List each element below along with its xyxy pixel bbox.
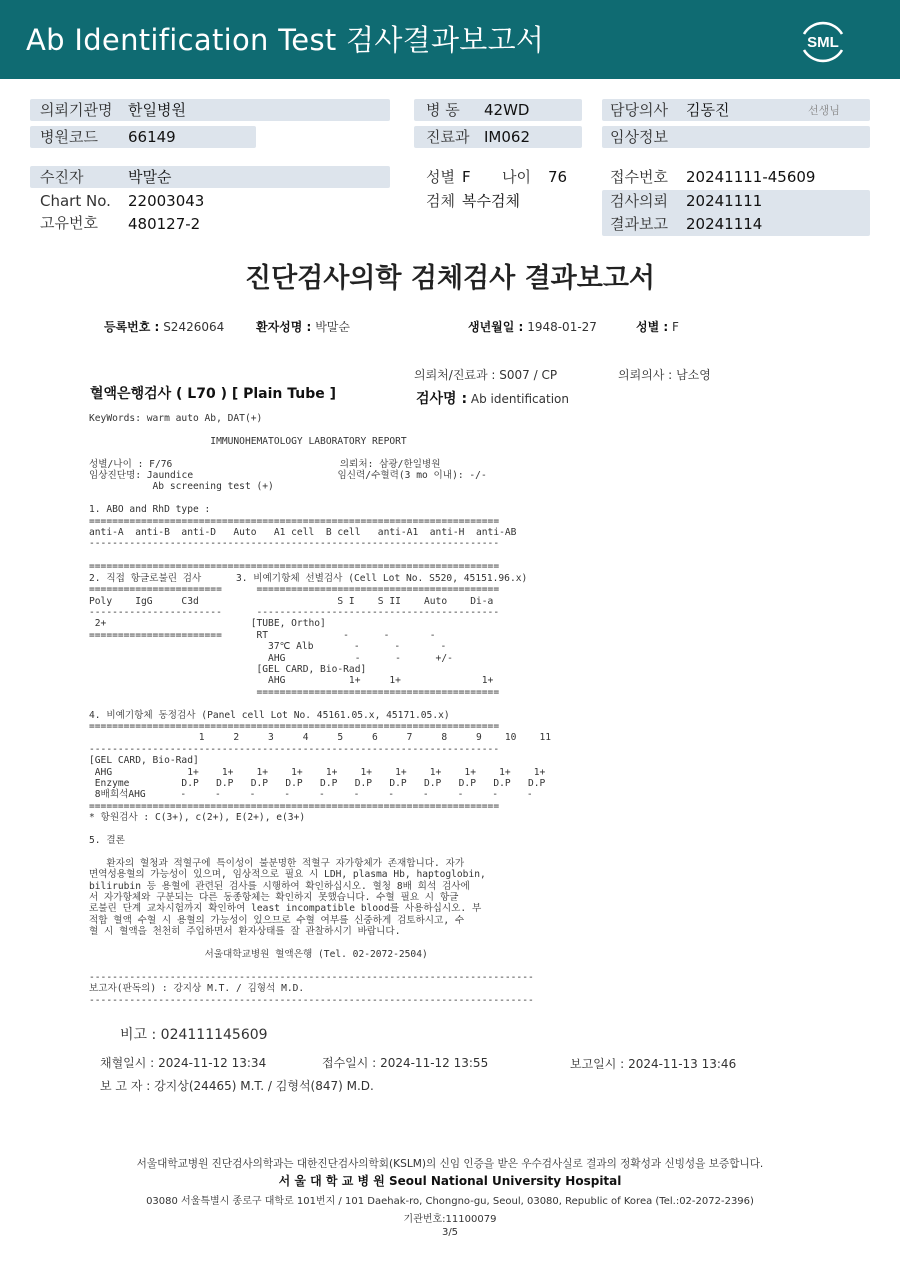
institution-label: 의뢰기관명 [40, 101, 113, 119]
referral-value: S007 / CP [499, 368, 558, 382]
sex-value: F [462, 168, 471, 186]
report-sex-line [636, 318, 679, 335]
sex-label: 성별 [426, 168, 455, 186]
collect-line [100, 1054, 266, 1071]
test-name-value: Ab identification [470, 392, 569, 406]
result-label: 결과보고 [610, 215, 668, 233]
ward-value: 42WD [484, 101, 530, 119]
dept-label: 진료과 [426, 128, 470, 146]
dept-value: IM062 [484, 128, 530, 146]
request-value: 20241111 [686, 192, 763, 210]
result-value: 20241114 [686, 215, 763, 233]
remark-line [120, 1024, 268, 1044]
hospital-code-value: 66149 [128, 128, 176, 146]
test-section-title: 혈액은행검사 ( L70 ) [ Plain Tube ] [90, 386, 337, 402]
report-sex-label: 성별 : [636, 320, 669, 334]
referral-doctor-label: 의뢰의사 : [618, 368, 673, 382]
dob-line [468, 318, 597, 335]
report-time-label: 보고일시 : [570, 1057, 625, 1071]
institution-number: 기관번호:11100079 [403, 1214, 497, 1225]
sml-logo-icon [796, 14, 850, 68]
certification-text: 서울대학교병원 진단검사의학과는 대한진단검사의학회(KSLM)의 신임 인증을 받은 우수검사실로 결과의 정확성과 신빙성을 보증합니다. [136, 1158, 764, 1170]
reporter-value: 강지상(24465) M.T. / 김형석(847) M.D. [154, 1079, 374, 1093]
chart-value: 22003043 [128, 192, 205, 210]
patient-name-label: 환자성명 : [256, 320, 312, 334]
lab-report-text: KeyWords: warm auto Ab, DAT(+) IMMUNOHEMATOLOGY LABORATORY REPORT 성별/나이 : F/76 의뢰처: 삼광/한일병원 임상진단명: Jaundice 임신력/수혈력(3 mo 이내): -/- Ab screening test (+) 1. ABO and RhD type : ======================================================================= anti-A anti-B anti-D Auto A1 cell B cell anti-A1 anti-H anti-AB ----------------------------------------------------------------------- ======================================================================= 2. 직접 항글로불린 검사 3. 비예기항체 선별검사 (Cell Lot No. S520, 45151.96.x) ======================= ========================================== Poly IgG C3d S I S II Auto Di-a ----------------------- ------------------------------------------ 2+ [TUBE, Ortho] ======================= RT - - - 37℃ Alb - - - AHG - - +/- [GEL CARD, Bio-Rad] AHG 1+ 1+ 1+ ========================================== 4. 비예기항체 동정검사 (Panel cell Lot No. 45161.05.x, 45171.05.x) ======================================================================= 1 2 3 4 5 6 7 8 9 10 11 ----------------------------------------------------------------------- [GEL CARD, Bio-Rad] AHG 1+ 1+ 1+ 1+ 1+ 1+ 1+ 1+ 1+ 1+ 1+ Enzyme D.P D.P D.P D.P D.P D.P D.P D.P D.P D.P D.P 8배희석AHG - - - - - - - - - - - ======================================================================= * 항원검사 : C(3+), c(2+), E(2+), e(3+) 5. 결론 환자의 혈청과 적혈구에 특이성이 불분명한 적혈구 자가항체가 존재합니다. 자가 면역성용혈의 가능성이 있으며, 임상적으로 필요 시 LDH, plasma Hb, haptoglobin, bilirubin 등 용혈에 관련된 검사를 시행하여 확인하십시오. 혈청 8배 희석 검사에 서 자가항체와 구분되는 다른 동종항체는 확인하지 못했습니다. 수혈 필요 시 항글 로불린 단계 교차시험까지 확인하여 least incompatible blood를 사용하십시오. 부 적합 혈액 수혈 시 용혈의 가능성이 있으므로 수혈 여부를 신중하게 검토하시고, 수 혈 시 혈액을 천천히 주입하면서 환자상태를 잘 관찰하시기 바랍니다. 서울대학교병원 혈액은행 (Tel. 02-2072-2504) ----------------------------------------------------------------------------- 보고자(판독의) : 강지상 M.T. / 김형석 M.D. ----------------------------------------------------------------------------- [89, 413, 552, 1006]
info-bar [30, 166, 390, 188]
specimen-value: 복수검체 [462, 192, 520, 210]
remark-value: 024111145609 [160, 1027, 268, 1043]
collect-label: 채혈일시 : [100, 1056, 155, 1070]
referral-doctor-value: 남소영 [676, 368, 711, 382]
patient-name-line [256, 318, 350, 335]
patient-label: 수진자 [40, 168, 84, 186]
report-time-value: 2024-11-13 13:46 [628, 1057, 737, 1071]
report-title: 진단검사의학 검체검사 결과보고서 [244, 263, 656, 294]
request-label: 검사의뢰 [610, 192, 668, 210]
unique-value: 480127-2 [128, 215, 201, 233]
patient-name-value: 박말순 [315, 320, 350, 334]
receipt-label: 접수번호 [610, 168, 668, 186]
accept-value: 2024-11-12 13:55 [380, 1056, 489, 1070]
registration-value: S2426064 [163, 320, 225, 334]
registration-line [104, 318, 224, 335]
test-name-label: 검사명 : [416, 391, 468, 407]
page-number: 3/5 [441, 1227, 459, 1238]
receipt-value: 20241111-45609 [686, 168, 816, 186]
test-name-line [416, 388, 569, 408]
dob-label: 생년월일 : [468, 320, 524, 334]
referral-label: 의뢰처/진료과 : [414, 368, 496, 382]
referral-line [414, 366, 557, 383]
age-value: 76 [548, 168, 568, 186]
report-header [0, 0, 900, 79]
report-sex-value: F [672, 320, 679, 334]
dob-value: 1948-01-27 [527, 320, 597, 334]
hospital-name: 서 울 대 학 교 병 원 Seoul National University Hospital [278, 1174, 622, 1188]
remark-label: 비고 : [120, 1027, 157, 1043]
institution-value: 한일병원 [128, 101, 186, 119]
clinical-label: 임상정보 [610, 128, 668, 146]
hospital-address: 03080 서울특별시 종로구 대학로 101번지 / 101 Daehak-ro, Chongno-gu, Seoul, 03080, Republic of Korea (Tel.:02-2072-2396) [146, 1196, 754, 1207]
ward-label: 병 동 [426, 101, 460, 119]
accept-line [322, 1054, 488, 1071]
report-header-title: Ab Identification Test 검사결과보고서 [26, 23, 545, 57]
age-label: 나이 [502, 168, 531, 186]
chart-label: Chart No. [40, 192, 111, 210]
specimen-label: 검체 [426, 192, 455, 210]
reporter-line [100, 1077, 374, 1094]
collect-value: 2024-11-12 13:34 [158, 1056, 267, 1070]
unique-label: 고유번호 [40, 214, 98, 232]
doctor-label: 담당의사 [610, 101, 668, 119]
accept-label: 접수일시 : [322, 1056, 377, 1070]
sml-logo-text: SML [807, 34, 839, 51]
reporter-label: 보 고 자 : [100, 1079, 151, 1093]
patient-value: 박말순 [128, 168, 172, 186]
hospital-code-label: 병원코드 [40, 128, 98, 146]
doctor-suffix: 선생님 [808, 104, 840, 117]
registration-label: 등록번호 : [104, 320, 160, 334]
report-time-line [570, 1055, 736, 1072]
referral-doctor-line [618, 366, 711, 383]
doctor-value: 김동진 [686, 101, 730, 119]
